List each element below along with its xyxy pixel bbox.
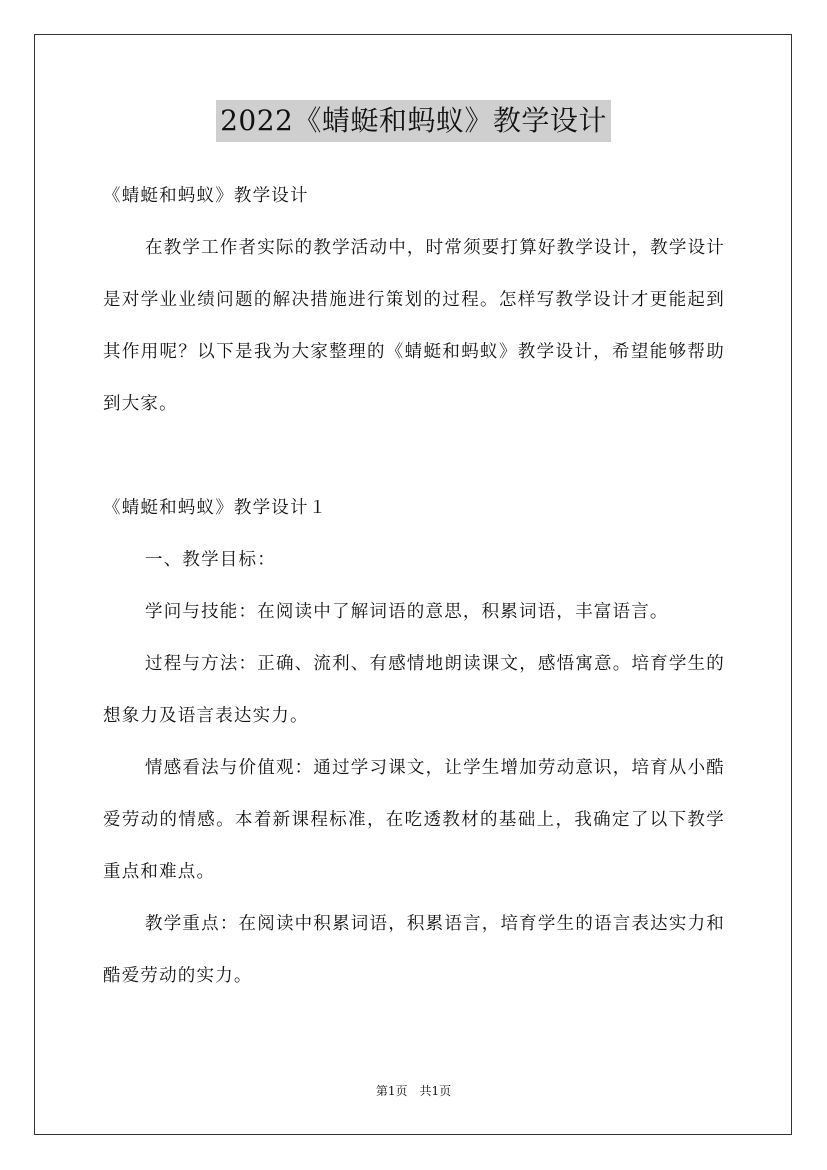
- page-footer: 第1页 共1页: [375, 1084, 452, 1098]
- body-paragraph: 教学重点：在阅读中积累词语，积累语言，培育学生的语言表达实力和酷爱劳动的实力。: [103, 914, 725, 986]
- objectives-heading: 一、教学目标：: [145, 550, 276, 570]
- paragraph-gap: [103, 430, 725, 482]
- section-heading: 《蜻蜓和蚂蚁》教学设计１: [103, 498, 328, 518]
- document-title: 2022《蜻蜓和蚂蚁》教学设计: [216, 100, 611, 142]
- intro-paragraph: 在教学工作者实际的教学活动中，时常须要打算好教学设计，教学设计是对学业业绩问题的解决措施进行策划的过程。怎样写教学设计才更能起到其作用呢？以下是我为大家整理的《蜻蜓和蚂蚁》教学设计，希望能够帮助到大家。: [103, 238, 725, 414]
- document-title-wrapper: [0, 100, 827, 142]
- body-paragraph: 学问与技能：在阅读中了解词语的意思，积累词语，丰富语言。: [145, 602, 669, 622]
- body-paragraph: 过程与方法：正确、流利、有感情地朗读课文，感悟寓意。培育学生的想象力及语言表达实力。: [103, 654, 725, 726]
- document-subtitle: 《蜻蜓和蚂蚁》教学设计: [103, 186, 309, 206]
- body-paragraph: 情感看法与价值观：通过学习课文，让学生增加劳动意识，培育从小酷爱劳动的情感。本着新课程标准，在吃透教材的基础上，我确定了以下教学重点和难点。: [103, 758, 725, 882]
- document-body: [103, 170, 725, 1002]
